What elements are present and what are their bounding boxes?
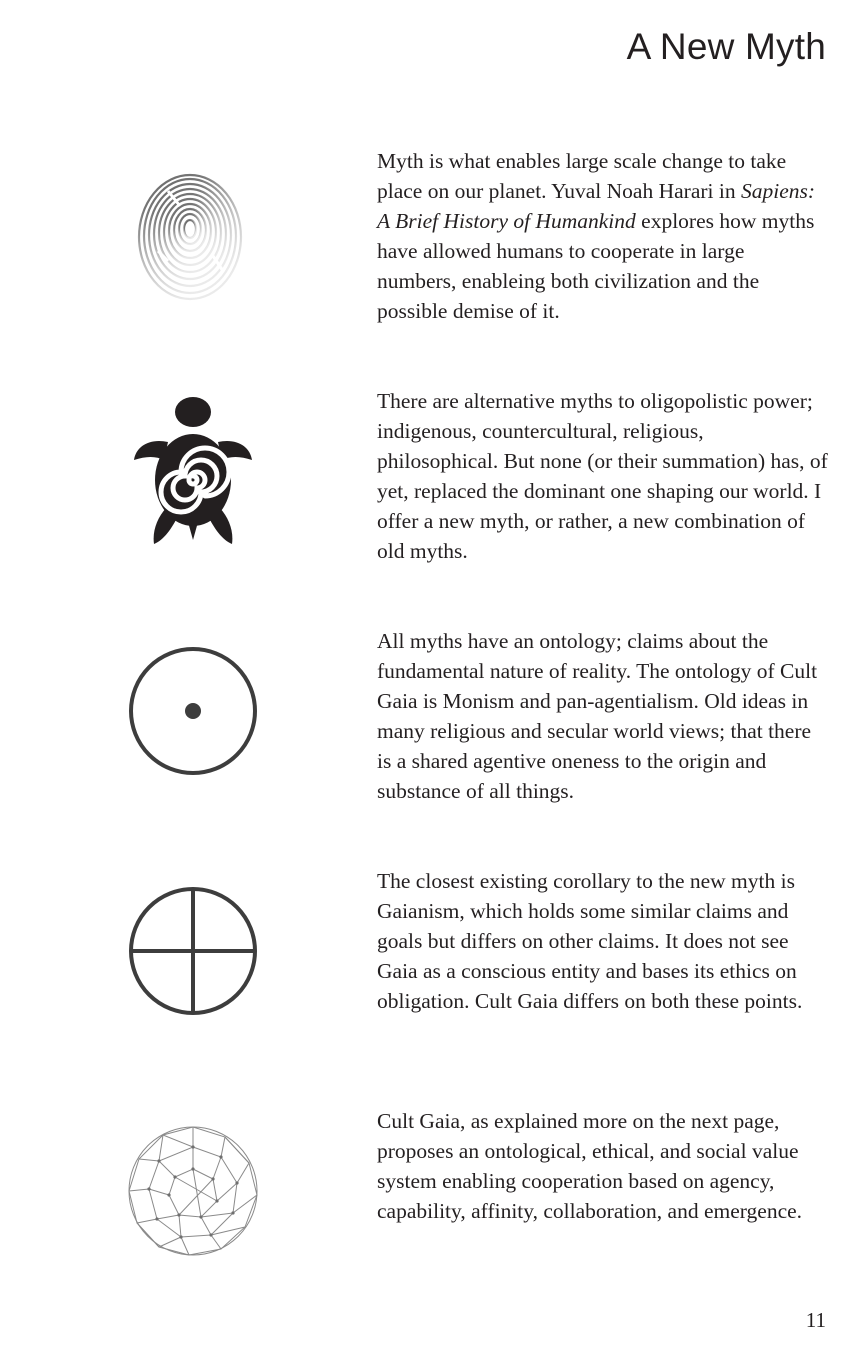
section-ontology <box>0 626 866 816</box>
geodesic-sphere-icon <box>118 1106 268 1276</box>
section-cult-gaia <box>0 1106 866 1296</box>
section-alternative-myths <box>0 386 866 576</box>
section-myth-intro <box>0 146 866 336</box>
spiral-turtle-icon <box>118 386 268 556</box>
page-number: 11 <box>805 1308 826 1332</box>
paragraph-ontology: All myths have an ontology; claims about the fundamental nature of reality. The ontology of Cult Gaia is Monism and pan-agentialism. Old ideas in many religious and secular world views; that there is a shared agentive oneness to the origin and substance of all things. <box>377 629 818 803</box>
paragraph-cult-gaia: Cult Gaia, as explained more on the next page, proposes an ontological, ethical, and social value system enabling cooperation based on agency, capability, affinity, collaboration, and emergence. <box>377 1109 803 1223</box>
earth-cross-icon <box>118 866 268 1036</box>
paragraph-alternative-myths: There are alternative myths to oligopolistic power; indigenous, countercultural, religious, philosophical. But none (or their summation) has, of yet, replaced the dominant one shaping our world. I offer a new myth, or rather, a new combination of old myths. <box>377 389 828 563</box>
section-gaianism <box>0 866 866 1056</box>
fingerprint-icon <box>118 146 268 316</box>
page-title: A New Myth <box>626 26 826 67</box>
circle-dot-icon <box>118 626 268 796</box>
paragraph-myth-intro: Myth is what enables large scale change to take place on our planet. Yuval Noah Harari in Sapiens: A Brief History of Humankind explores how myths have allowed humans to cooperate in large numbers, enableing both civilization and the possible demise of it. <box>377 149 816 323</box>
paragraph-gaianism: The closest existing corollary to the new myth is Gaianism, which holds some similar claims and goals but differs on other claims. It does not see Gaia as a conscious entity and bases its ethics on obligation. Cult Gaia differs on both these points. <box>377 869 803 1013</box>
book-title: Sapiens: A Brief History of Humankind <box>377 179 816 233</box>
